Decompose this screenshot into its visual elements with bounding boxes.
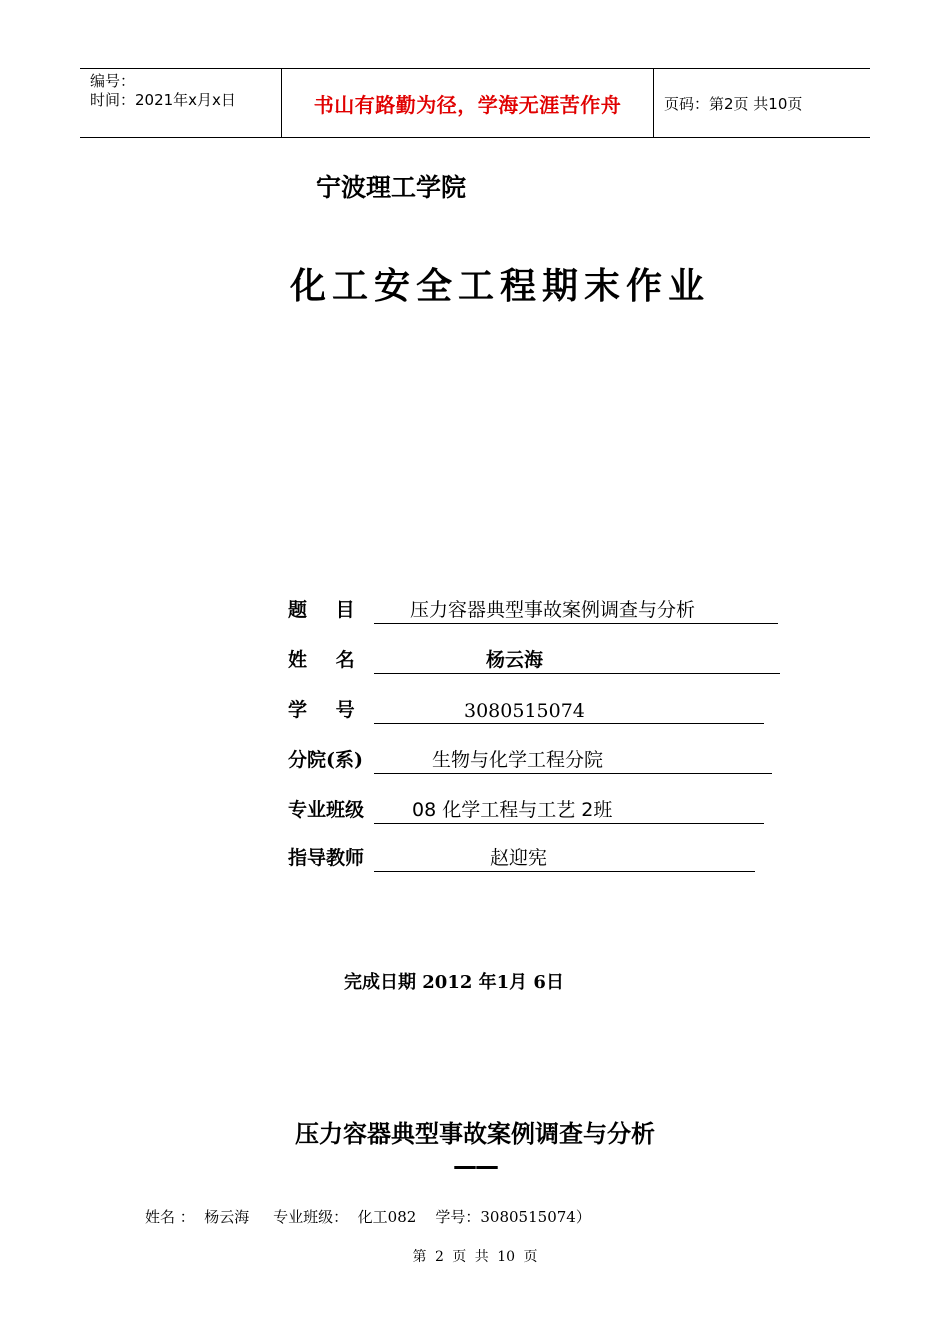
field-student-id-label: 学 号: [288, 699, 355, 721]
field-student-id-value: 3080515074: [464, 700, 585, 722]
field-student-id: [288, 692, 764, 724]
field-name-label: 姓 名: [288, 649, 355, 671]
field-name: [288, 642, 780, 674]
school-name: 宁波理工学院: [316, 173, 467, 202]
cover-title: 化工安全工程期末作业: [290, 265, 711, 307]
field-topic-value: 压力容器典型事故案例调查与分析: [410, 599, 696, 621]
field-advisor-label: 指导教师: [288, 847, 365, 869]
field-department-value: 生物与化学工程分院: [432, 749, 604, 771]
header-number-label: 编号：: [90, 72, 136, 90]
page-header: [80, 68, 870, 138]
author-byline: 姓名 ： 杨云海 专业班级： 化工082 学号：3080515074）: [145, 1208, 591, 1226]
field-topic: [288, 592, 778, 624]
field-name-underline: [374, 643, 780, 674]
section-dash: ——: [453, 1152, 497, 1180]
completion-date: 完成日期 2012 年1月 6日: [344, 972, 564, 993]
header-motto: 书山有路勤为径，学海无涯苦作舟: [281, 69, 654, 137]
field-topic-label: 题 目: [288, 599, 355, 621]
field-department: [288, 742, 772, 774]
field-name-value: 杨云海: [486, 649, 544, 671]
field-class-label: 专业班级: [288, 799, 365, 821]
field-department-label: 分院(系): [288, 749, 363, 771]
field-advisor: [288, 840, 755, 872]
field-class-value: 08 化学工程与工艺 2班: [412, 799, 613, 821]
field-advisor-value: 赵迎宪: [490, 847, 548, 869]
page-footer: 第 2 页 共 10 页: [412, 1249, 538, 1265]
header-left-cell: [80, 69, 281, 137]
field-class: [288, 792, 764, 824]
section-title: 压力容器典型事故案例调查与分析: [295, 1120, 655, 1148]
header-time: 时间：2021年x月x日: [90, 91, 236, 109]
field-advisor-underline: [374, 841, 755, 872]
header-page-info: 页码：第2页 共10页: [664, 94, 803, 113]
